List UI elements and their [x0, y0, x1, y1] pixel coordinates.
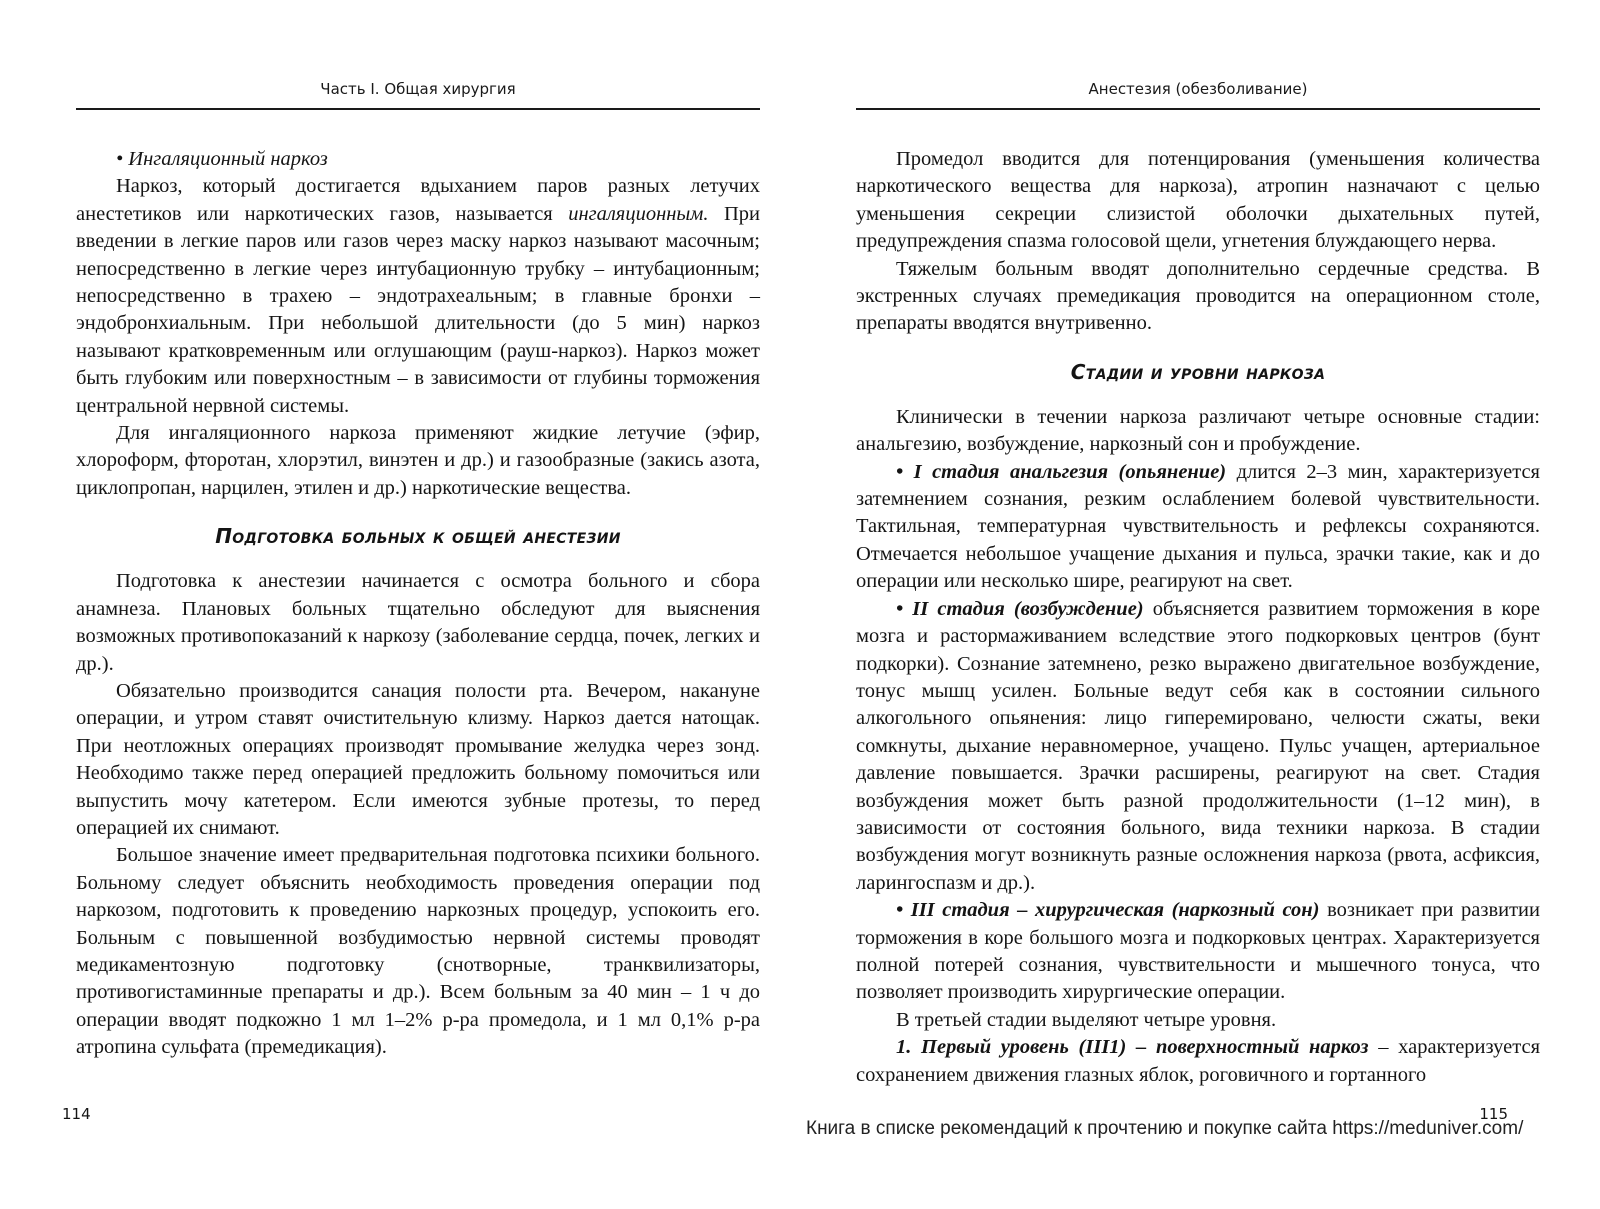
- stage-term: • III стадия – хирургическая (наркозный сон): [896, 899, 1320, 922]
- paragraph: Большое значение имеет предварительная подготовка психики больного. Больному следует объяснить необходимость проведения операции под наркозом, подготовить к проведению наркозных процедур, успокоить его. Больным с повышенной возбудимостью нервной системы проводят медикаментозную подготовку (снотворные, транквилизаторы, противогистаминные препараты и др.). Всем больным за 40 мин – 1 ч до операции вводят подкожно 1 мл 1–2% р-ра промедола, и 1 мл 0,1% р-ра атропина сульфата (премедикация).: [76, 844, 760, 1059]
- paragraph: [76, 173, 760, 420]
- stage-paragraph: [856, 596, 1540, 897]
- running-head: Анестезия (обезболивание): [1088, 80, 1308, 98]
- running-head: Часть I. Общая хирургия: [320, 80, 516, 98]
- level-paragraph: [856, 1034, 1540, 1089]
- bullet-heading: • Ингаляционный наркоз: [116, 148, 328, 170]
- paragraph: В третьей стадии выделяют четыре уровня.: [896, 1008, 1277, 1031]
- stage-term: • II стадия (возбуждение): [896, 597, 1144, 620]
- page-body: [76, 146, 760, 1062]
- paragraph: Промедол вводится для потенцирования (уменьшения количества наркотического вещества для наркоза), атропин назначают с целью уменьшения секреции слизистой оболочки дыхательных путей, предупреждения спазма голосовой щели, угнетения блуждающего нерва.: [856, 148, 1540, 253]
- page-number: 114: [62, 1105, 91, 1123]
- level-term: 1. Первый уровень (III1) – поверхностный наркоз: [896, 1036, 1369, 1059]
- section-heading: Стадии и уровни наркоза: [1070, 359, 1326, 384]
- paragraph-text: возникает при развитии торможения в коре большого мозга и подкорковых центрах. Характеризуется полной потерей сознания, чувствительности и мышечного тонуса, что позволяет производить хирургические операции.: [856, 899, 1540, 1004]
- paragraph: Подготовка к анестезии начинается с осмотра больного и сбора анамнеза. Плановых больных тщательно обследуют для выяснения возможных противопоказаний к наркозу (заболевание сердца, почек, легких и др.).: [76, 570, 760, 675]
- paragraph-text: объясняется развитием торможения в коре мозга и растормаживанием вследствие этого подкорковых центров (бунт подкорки). Сознание затемнено, резко выражено двигательное возбуждение, тонус мышц усилен. Больные ведут себя как в состоянии сильного алкогольного опьянения: лицо гиперемировано, челюсти сжаты, веки сомкнуты, дыхание неравномерное, учащено. Пульс учащен, артериальное давление повышается. Зрачки расширены, реагируют на свет. Стадия возбуждения может быть разной продолжительности (1–12 мин), в зависимости от состояния больного, вида техники наркоза. В стадии возбуждения могут возникнуть разные осложнения наркоза (рвота, асфиксия, ларингоспазм и др.).: [856, 597, 1540, 894]
- section-heading: Подготовка больных к общей анестезии: [215, 524, 621, 549]
- paragraph: Для ингаляционного наркоза применяют жидкие летучие (эфир, хлороформ, фторотан, хлорэтил, винэтен и др.) и газообразные (закись азота, циклопропан, нарцилен, этилен и др.) наркотические вещества.: [76, 422, 760, 499]
- paragraph-text: – характеризуется сохранением движения глазных яблок, роговичного и гортанного: [856, 1036, 1540, 1086]
- stage-paragraph: [856, 897, 1540, 1007]
- term-italic: ингаляционным.: [568, 202, 709, 225]
- header-rule: [76, 108, 760, 110]
- paragraph: Клинически в течении наркоза различают четыре основные стадии: анальгезию, возбуждение, наркозный сон и пробуждение.: [856, 405, 1540, 456]
- stage-paragraph: [856, 459, 1540, 596]
- footer-note: Книга в списке рекомендаций к прочтению и покупке сайта https://meduniver.com/: [806, 1118, 1524, 1139]
- page-body: [856, 146, 1540, 1089]
- paragraph: Тяжелым больным вводят дополнительно сердечные средства. В экстренных случаях премедикация проводится на операционном столе, препараты вводятся внутривенно.: [856, 257, 1540, 335]
- header-rule: [856, 108, 1540, 110]
- paragraph: Обязательно производится санация полости рта. Вечером, накануне операции, и утром ставят очистительную клизму. Наркоз дается натощак. При неотложных операциях производят промывание желудка через зонд. Необходимо также перед операцией предложить больному помочиться или выпустить мочу катетером. Если имеются зубные протезы, то перед операцией их снимают.: [76, 679, 760, 839]
- paragraph-text: Наркоз, который достигается вдыханием паров разных летучих анестетиков или наркотических газов, называется: [76, 175, 760, 225]
- stage-term: • I стадия анальгезия (опьянение): [896, 460, 1227, 483]
- paragraph-text: При введении в легкие паров или газов через маску наркоз называют масочным; непосредственно в легкие через интубационную трубку – интубационным; непосредственно в трахею – эндотрахеальным; в главные бронхи – эндобронхиальным. При небольшой длительности (до 5 мин) наркоз называют кратковременным или оглушающим (рауш-наркоз). Наркоз может быть глубоким или поверхностным – в зависимости от глубины торможения центральной нервной системы.: [76, 202, 760, 417]
- paragraph-text: длится 2–3 мин, характеризуется затемнением сознания, резким ослаблением болевой чувствительности. Тактильная, температурная чувствительность и рефлексы сохраняются. Отмечается небольшое учащение дыхания и пульса, зрачки такие, как и до операции или несколько шире, реагируют на свет.: [856, 460, 1540, 593]
- page-number: 115: [1479, 1105, 1508, 1123]
